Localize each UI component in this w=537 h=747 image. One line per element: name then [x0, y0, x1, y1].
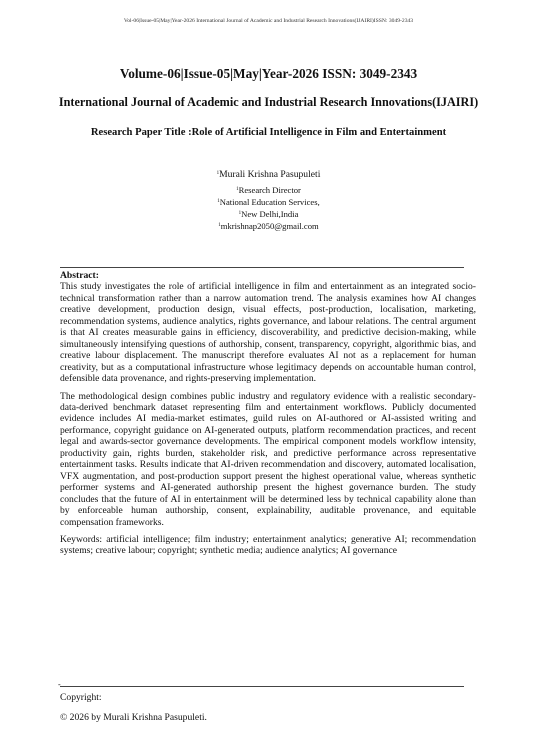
journal-title: International Journal of Academic and Industrial Research Innovations(IJAIRI) — [58, 95, 479, 109]
copyright-label: Copyright: — [60, 692, 102, 703]
copyright-statement: © 2026 by Murali Krishna Pasupuleti. — [60, 712, 207, 723]
running-head: Vol-06|Issue-05|May|Year-2026 International Journal of Academic and Industrial Research Innovations(IJAIRI)ISSN: 3049-2343 — [123, 18, 414, 24]
author-organization-line — [0, 196, 537, 208]
author-organization: National Education Services, — [219, 197, 320, 207]
abstract-paragraph-2: The methodological design combines public industry and regulatory evidence with a realistic secondary-data-derived benchmark dataset representing film and entertainment workflows. Publicly documented evidence includes AI media-market estimates, guild rules on AI-authored or AI-assisted writing and performance, copyright guidance on AI-generated outputs, platform recommendation practices, and recent legal and awards-sector governance developments. The empirical component models workflow intensity, productivity gain, rights burden, stakeholder risk, and predictive performance across representative entertainment tasks. Results indicate that AI-driven recommendation and discovery, automated localisation, VFX augmentation, and post-production support present the highest operational value, whereas synthetic performer systems and AI-generated authorship present the highest governance burden. The study concludes that the future of AI in entertainment will be determined less by technical capability alone than by enforceable human authorship, consent, explainability, auditable provenance, and equitable compensation frameworks. — [60, 390, 476, 528]
author-location: New Delhi,India — [241, 209, 299, 219]
author-name: Murali Krishna Pasupuleti — [219, 169, 321, 180]
author-name-line — [0, 168, 537, 180]
author-email-line — [0, 220, 537, 232]
author-location-line — [0, 208, 537, 220]
author-role: Research Director — [238, 185, 301, 195]
keywords: Keywords: artificial intelligence; film industry; entertainment analytics; generative AI; recommendation systems; creative labour; copyright; synthetic media; audience analytics; AI governance — [60, 533, 476, 557]
author-role-line — [0, 184, 537, 196]
affiliation-marker: 1 — [236, 187, 239, 192]
separator-dash: - — [58, 680, 61, 689]
affiliation-marker: 1 — [238, 211, 242, 216]
abstract-heading: Abstract: — [60, 270, 99, 281]
volume-issue-line: Volume-06|Issue-05|May|Year-2026 ISSN: 3049-2343 — [119, 66, 418, 81]
divider-bottom — [60, 686, 464, 687]
author-email[interactable]: mkrishnap2050@gmail.com — [220, 221, 319, 231]
affiliation-marker: 1 — [216, 171, 220, 176]
abstract-paragraph-1: This study investigates the role of artificial intelligence in film and entertainment as an integrated socio-technical transformation rather than a narrow automation trend. The analysis examines how AI changes creative development, production design, visual effects, post-production, localisation, marketing, recommendation systems, audience analytics, rights governance, and labour relations. The central argument is that AI creates measurable gains in efficiency, discoverability, and predictive decision-making, while simultaneously intensifying questions of authorship, consent, transparency, copyright, algorithmic bias, and creative labour displacement. The manuscript therefore evaluates AI not as a replacement for human creativity, but as a computational infrastructure whose legitimacy depends on accountable human control, defensible data provenance, and rights-preserving implementation. — [60, 281, 476, 385]
author-block — [0, 168, 537, 232]
affiliation-marker: 1 — [218, 223, 221, 228]
main-content — [60, 270, 476, 557]
affiliation-marker: 1 — [217, 199, 220, 204]
paper-title: Research Paper Title :Role of Artificial Intelligence in Film and Entertainment — [90, 127, 447, 138]
divider-top — [60, 267, 464, 268]
